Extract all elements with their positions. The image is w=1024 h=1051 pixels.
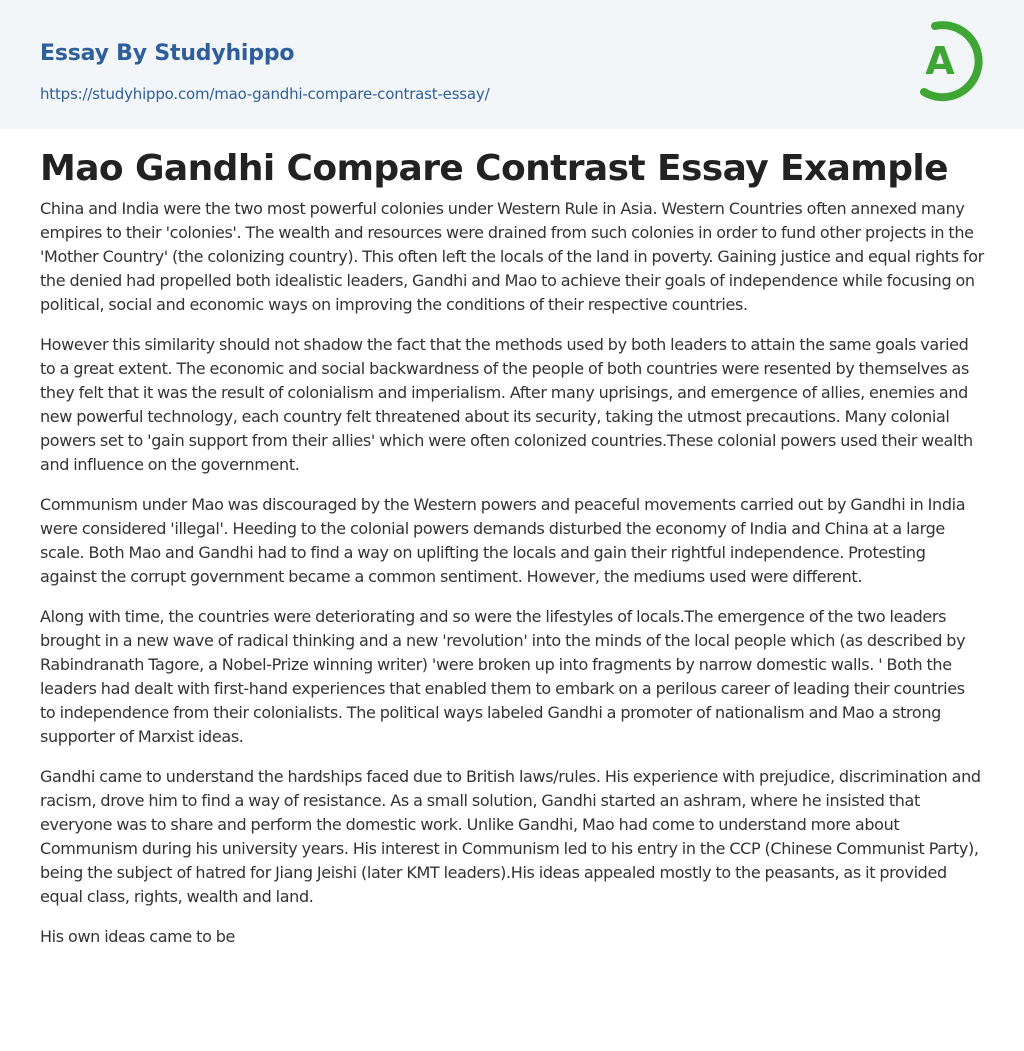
article-content [0,129,1024,949]
article-paragraph-6: His own ideas came to be [40,927,236,946]
article-paragraph-3: Communism under Mao was discouraged by the Western powers and peaceful movements carried out by Gandhi in India were considered 'illegal'. Heeding to the colonial powers demands disturbed the economy of India and China at a large scale. Both Mao and Gandhi had to find a way on uplifting the locals and gain their rightful independence. Protesting against the corrupt government became a common sentiment. However, the mediums used were different. [40,495,966,586]
site-brand[interactable]: Essay By Studyhippo [40,41,295,66]
article-title: Mao Gandhi Compare Contrast Essay Example [40,148,948,189]
source-url-link[interactable]: https://studyhippo.com/mao-gandhi-compare-contrast-essay/ [40,85,490,103]
article-paragraph-5: Gandhi came to understand the hardships faced due to British laws/rules. His experience with prejudice, discrimination and racism, drove him to find a way of resistance. As a small solution, Gandhi started an ashram, where he insisted that everyone was to share and perform the domestic work. Unlike Gandhi, Mao had come to understand more about Communism during his university years. His interest in Communism led to his entry in the CCP (Chinese Communist Party), being the subject of hatred for Jiang Jeishi (later KMT leaders).His ideas appealed mostly to the peasants, as it provided equal class, rights, wealth and land. [40,767,981,906]
studyhippo-logo-icon[interactable] [910,18,988,106]
article-paragraph-2: However this similarity should not shadow the fact that the methods used by both leaders to attain the same goals varied to a great extent. The economic and social backwardness of the people of both countries were resented by themselves as they felt that it was the result of colonialism and imperialism. After many uprisings, and emergence of allies, enemies and new powerful technology, each country felt threatened about its security, taking the utmost precautions. Many colonial powers set to 'gain support from their allies' which were often colonized countries.These colonial powers used their wealth and influence on the government. [40,335,973,474]
page-header [0,0,1024,129]
logo-letter: A [925,39,955,83]
article-paragraph-1: China and India were the two most powerful colonies under Western Rule in Asia. Western Countries often annexed many empires to their 'colonies'. The wealth and resources were drained from such colonies in order to fund other projects in the 'Mother Country' (the colonizing country). This often left the locals of the land in poverty. Gaining justice and equal rights for the denied had propelled both idealistic leaders, Gandhi and Mao to achieve their goals of independence while focusing on political, social and economic ways on improving the conditions of their respective countries. [40,199,984,314]
article-paragraph-4: Along with time, the countries were deteriorating and so were the lifestyles of locals.The emergence of the two leaders brought in a new wave of radical thinking and a new 'revolution' into the minds of the local people which (as described by Rabindranath Tagore, a Nobel-Prize winning writer) 'were broken up into fragments by narrow domestic walls. ' Both the leaders had dealt with first-hand experiences that enabled them to embark on a perilous career of leading their countries to independence from their colonialists. The political ways labeled Gandhi a promoter of nationalism and Mao a strong supporter of Marxist ideas. [40,607,966,746]
